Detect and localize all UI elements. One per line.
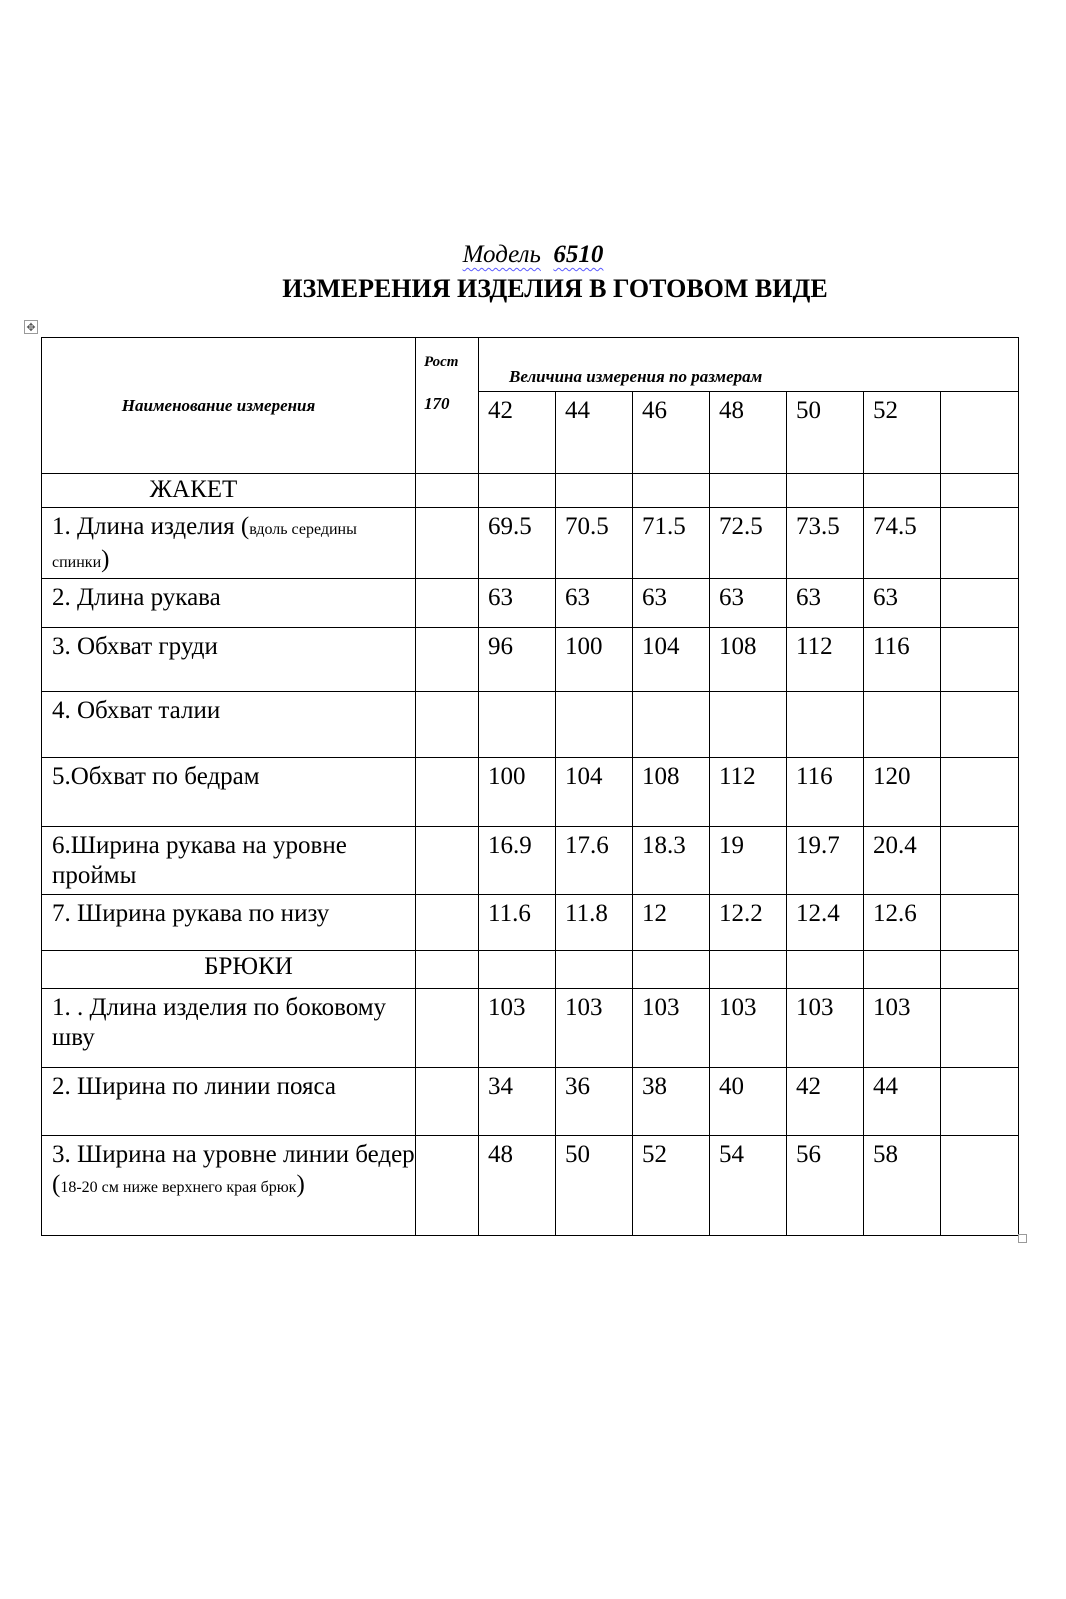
value-cell: 63 <box>556 579 633 628</box>
value-cell: 50 <box>556 1136 633 1236</box>
value-cell: 103 <box>710 989 787 1068</box>
measurement-note: вдоль середины спинки <box>52 521 357 571</box>
table-row <box>42 758 1019 827</box>
value-cell <box>787 692 864 758</box>
value-cell: 63 <box>710 579 787 628</box>
model-line <box>0 240 1066 270</box>
value-cell <box>556 692 633 758</box>
measurement-name: 2. Длина рукава <box>42 579 416 628</box>
rost-value: 170 <box>424 394 450 413</box>
value-cell: 54 <box>710 1136 787 1236</box>
size-header-cell: 52 <box>864 392 941 474</box>
rost-cell <box>416 508 479 579</box>
value-cell: 112 <box>710 758 787 827</box>
measurement-name: 7. Ширина рукава по низу <box>42 895 416 951</box>
table-row <box>42 508 1019 579</box>
value-cell: 52 <box>633 1136 710 1236</box>
size-header-cell: 42 <box>479 392 556 474</box>
measurement-name: 1. . Длина изделия по боковому шву <box>42 989 416 1068</box>
rost-cell <box>416 895 479 951</box>
value-cell: 34 <box>479 1068 556 1136</box>
value-cell: 44 <box>864 1068 941 1136</box>
rost-cell <box>416 579 479 628</box>
measurement-name: 2. Ширина по линии пояса <box>42 1068 416 1136</box>
value-cell: 12.2 <box>710 895 787 951</box>
value-cell: 69.5 <box>479 508 556 579</box>
value-cell: 11.6 <box>479 895 556 951</box>
measurement-name: 6.Ширина рукава на уровне проймы <box>42 827 416 895</box>
rost-label: Рост <box>424 354 459 370</box>
measurement-name: 4. Обхват талии <box>42 692 416 758</box>
size-header-cell <box>941 392 1019 474</box>
size-header-cell: 48 <box>710 392 787 474</box>
model-word: Модель <box>462 241 541 268</box>
value-cell: 104 <box>556 758 633 827</box>
section-row <box>42 951 1019 989</box>
column-header-name: Наименование измерения <box>42 338 416 474</box>
rost-cell <box>416 628 479 692</box>
table-row <box>42 1068 1019 1136</box>
value-cell: 36 <box>556 1068 633 1136</box>
value-cell: 71.5 <box>633 508 710 579</box>
table-row <box>42 895 1019 951</box>
value-cell <box>941 579 1019 628</box>
value-cell: 56 <box>787 1136 864 1236</box>
value-cell: 120 <box>864 758 941 827</box>
value-cell: 38 <box>633 1068 710 1136</box>
measurement-note: 18-20 см ниже верхнего края брюк <box>60 1179 297 1196</box>
value-cell: 100 <box>556 628 633 692</box>
value-cell: 96 <box>479 628 556 692</box>
value-cell: 103 <box>479 989 556 1068</box>
section-title: БРЮКИ <box>42 951 416 989</box>
rost-cell <box>416 989 479 1068</box>
table-row <box>42 1136 1019 1236</box>
value-cell: 63 <box>479 579 556 628</box>
value-cell <box>941 692 1019 758</box>
table-row <box>42 579 1019 628</box>
value-cell: 104 <box>633 628 710 692</box>
value-cell: 19 <box>710 827 787 895</box>
table-row <box>42 827 1019 895</box>
value-cell <box>864 692 941 758</box>
value-cell: 103 <box>787 989 864 1068</box>
value-cell: 18.3 <box>633 827 710 895</box>
value-cell <box>941 989 1019 1068</box>
value-cell: 70.5 <box>556 508 633 579</box>
value-cell: 19.7 <box>787 827 864 895</box>
measurement-name: 3. Обхват груди <box>42 628 416 692</box>
column-header-rost <box>416 338 479 474</box>
value-cell <box>710 692 787 758</box>
rost-cell <box>416 827 479 895</box>
value-cell: 108 <box>710 628 787 692</box>
value-cell: 63 <box>787 579 864 628</box>
value-cell: 16.9 <box>479 827 556 895</box>
value-cell: 103 <box>864 989 941 1068</box>
value-cell: 12.6 <box>864 895 941 951</box>
table-row <box>42 989 1019 1068</box>
value-cell: 17.6 <box>556 827 633 895</box>
value-cell: 11.8 <box>556 895 633 951</box>
value-cell: 12 <box>633 895 710 951</box>
value-cell: 116 <box>787 758 864 827</box>
value-cell: 48 <box>479 1136 556 1236</box>
section-title: ЖАКЕТ <box>42 474 416 508</box>
value-cell: 74.5 <box>864 508 941 579</box>
value-cell: 116 <box>864 628 941 692</box>
value-cell <box>941 1136 1019 1236</box>
value-cell <box>941 1068 1019 1136</box>
value-cell <box>633 692 710 758</box>
table-resize-handle[interactable] <box>1018 1234 1027 1243</box>
value-cell <box>941 827 1019 895</box>
measurements-table <box>41 337 1019 1236</box>
header-row-1 <box>42 338 1019 392</box>
value-cell: 112 <box>787 628 864 692</box>
rost-cell <box>416 758 479 827</box>
value-cell: 63 <box>864 579 941 628</box>
table-move-handle-icon[interactable]: ✥ <box>24 320 38 334</box>
table-row <box>42 628 1019 692</box>
page-title: ИЗМЕРЕНИЯ ИЗДЕЛИЯ В ГОТОВОМ ВИДЕ <box>282 274 828 303</box>
value-cell: 73.5 <box>787 508 864 579</box>
value-cell: 40 <box>710 1068 787 1136</box>
value-cell: 103 <box>556 989 633 1068</box>
rost-cell <box>416 1136 479 1236</box>
value-cell <box>941 758 1019 827</box>
size-header-cell: 44 <box>556 392 633 474</box>
value-cell: 103 <box>633 989 710 1068</box>
model-number: 6510 <box>553 241 604 268</box>
value-cell: 12.4 <box>787 895 864 951</box>
rost-cell <box>416 692 479 758</box>
value-cell <box>941 628 1019 692</box>
value-cell: 20.4 <box>864 827 941 895</box>
measurements-table-wrapper <box>41 337 1019 1236</box>
size-header-cell: 50 <box>787 392 864 474</box>
value-cell <box>479 692 556 758</box>
value-cell <box>941 508 1019 579</box>
value-cell: 63 <box>633 579 710 628</box>
value-cell: 72.5 <box>710 508 787 579</box>
column-header-sizes: Величина измерения по размерам <box>479 338 1019 392</box>
measurement-name: 5.Обхват по бедрам <box>42 758 416 827</box>
value-cell: 42 <box>787 1068 864 1136</box>
section-row <box>42 474 1019 508</box>
measurement-name: 3. Ширина на уровне линии бедер (18-20 см ниже верхнего края брюк) <box>42 1136 416 1236</box>
value-cell: 100 <box>479 758 556 827</box>
rost-cell <box>416 1068 479 1136</box>
measurement-name: 1. Длина изделия (вдоль середины спинки) <box>42 508 416 579</box>
value-cell: 58 <box>864 1136 941 1236</box>
value-cell: 108 <box>633 758 710 827</box>
size-header-cell: 46 <box>633 392 710 474</box>
value-cell <box>941 895 1019 951</box>
table-row <box>42 692 1019 758</box>
